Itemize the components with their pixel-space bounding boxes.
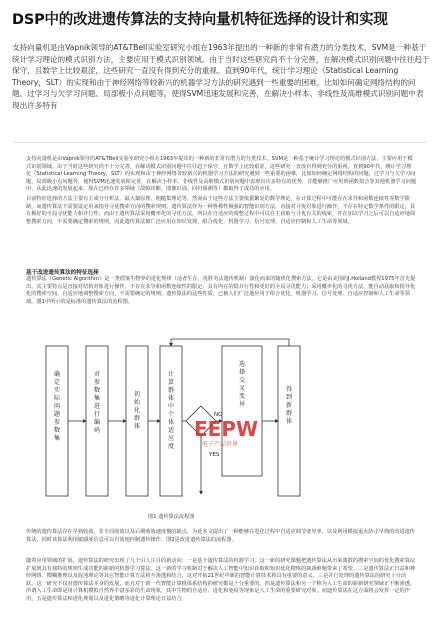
section-divider <box>12 142 428 143</box>
flow-char: 定 <box>53 379 61 386</box>
flow-label-encode <box>94 370 100 434</box>
flow-label-yes: YES <box>209 452 220 458</box>
flow-char: 化 <box>133 407 141 414</box>
flow-char: 计 <box>167 371 175 378</box>
flow-char: 题 <box>53 411 61 418</box>
flow-char: 编 <box>93 419 101 426</box>
flow-char: 异 <box>238 401 246 408</box>
flow-char: 群 <box>285 410 293 417</box>
section-heading: 基于改进遗传算法的特征选择 <box>26 270 99 276</box>
flow-char: 体 <box>133 423 141 430</box>
flow-label-operators <box>239 360 245 408</box>
flow-char: 变 <box>238 393 246 400</box>
flow-char: 问 <box>53 403 61 410</box>
flow-char: 实 <box>53 387 61 394</box>
flow-char: 参 <box>93 379 101 386</box>
flow-label-no: NO <box>214 412 223 418</box>
paragraph-svm-intro: 支持向量机是由Vapnik领导的AT&TBell实验室研究小组在1963年提出的一种新的非常有潜力的分类技术，SVM是一种基于统计学习理论的模式识别方法，主要应用于模式识别领域。由于当时这些研究尚不十分完善，在解决模式识别问题中往往趋于保守，且数学上比较艰涩，这些研究一直没有得到充分的重视。直到90年代，统计学习理论（Statistical Learning Theory，SLT）的实现和由于神经网络等较新兴的机器学习方法的研究遇到一些重要的困难，比如如何确定网络结构的问题、过学习与欠学习问题、局部极小点问题等，使得SVM迅速发展和完善，在解决小样本、非线性及高维模式识别问题中表现出许多特有的优势，并能够推广应用到函数拟合等其他机器学习问题中，从此迅速的发展起来，现在已经在许多领域（故障诊断、图像识别、回归预测等）都取得了成功的应用。 <box>26 156 417 192</box>
flow-char: 体 <box>285 418 293 425</box>
flow-char: 中 <box>167 403 175 410</box>
flow-char: 数 <box>93 387 101 394</box>
flow-char: 交 <box>238 377 246 384</box>
document-page <box>14 146 428 618</box>
paragraph-research-trends: 随着应用领域的扩展，遗传算法的研究出现了几个引人注目的新动向：一是基于遗传算法的机器学习，这一新的研究课题把遗传算法从历来离散的搜索空间的优化搜索算法扩展到具有独特的规则生成功能的崭新的机器学习算法。这一新的学习机制对于解决人工智能中知识获取和知识优化精炼的瓶颈难题带来了希望。二是遗传算法正日益和神经网络、模糊推理以及混沌理论等其它智能计算方法相互渗透和结合，这对开拓21世纪中新的智能计算技术将具有重要的意义。三是并行处理的遗传算法的研究十分活跃。这一研究不仅对遗传算法本身的发展，而且对于新一代智能计算机体系结构的研究都是十分重要的。四是遗传算法和另一个称为人工生命的崭新研究领域正不断渗透。所谓人工生命即是用计算机模拟自然界丰富多彩的生命现象，其中生物的自适应、进化和免疫等现象是人工生命的重要研究对象，而遗传算法在这方面将会发挥一定的作用，五是遗传算法和进化规划以及进化策略等进化计算理论日益结合。 <box>26 558 416 602</box>
figure-caption: 图1 遗传算法流程图 <box>148 514 195 520</box>
flow-char: 群 <box>167 387 175 394</box>
flow-label-init <box>134 390 141 430</box>
flow-char: 度 <box>167 443 175 450</box>
flow-char: 参 <box>53 419 61 426</box>
flow-char: 应 <box>167 435 175 442</box>
flow-char: 算 <box>167 379 175 386</box>
flow-char: 进 <box>93 403 101 410</box>
flow-char: 数 <box>53 427 61 434</box>
flow-char: 始 <box>133 399 141 406</box>
flow-char: 体 <box>167 419 175 426</box>
watermark-text: EEPW <box>194 417 259 441</box>
flow-char: 集 <box>93 395 101 402</box>
article-title: DSP中的改进遗传算法的支持向量机特征选择的设计和实现 <box>12 12 388 28</box>
watermark-subtext: 电子产品世界 <box>202 441 239 448</box>
paragraph-feature-methods: 目前特征选择的方法主要有主成分分析法、最大熵原理、粗糙集理论等。然而由于这些方法主要依据繁复的数学理论，在计算过程中可能存在求导和函数连续性等数学限制，而遗传算法不需要设定用来指导寻优搜索方向的搜索规则。遗传算法作为一种鲁棒性极强的智能识别方法，直接对寻优对象进行操作，不存在特定数学条件的限定，具有极好的全局寻优能力和并行性；而由于遗传算法采用概率化的寻优方法，所以在自适应的调整过程中可以自主获取与寻优有关的线索，并在加以学习之后可以自适应地调整搜索方向，不需要确定搜索的规则。因此遗传算法被广泛应用在知识发现、组合优化、机器学习、信号处理、自适应控制和人工生命等领域。 <box>26 196 416 225</box>
flow-char: 择 <box>238 369 246 376</box>
flow-char: 行 <box>93 411 101 418</box>
flow-label-params <box>54 370 61 442</box>
flow-char: 选 <box>238 361 246 368</box>
flow-char: 得 <box>285 386 293 393</box>
flow-char: 集 <box>53 435 61 442</box>
flow-label-evaluate <box>168 370 174 450</box>
flow-char: 对 <box>93 371 101 378</box>
flow-char: 叉 <box>238 385 246 392</box>
flow-char: 到 <box>285 394 293 401</box>
flow-label-new-population <box>286 385 292 425</box>
flow-char: 确 <box>53 371 61 378</box>
flow-char: 体 <box>167 395 175 402</box>
paragraph-improved-ga: 传统的遗传算法存在早熟收敛、非全局收敛以及后期收敛速度慢的缺点，为此本文提出了一种能够在进化过程中自适应调节变异率，以及利用模拟退火防止早熟的改进遗传算法，同时该算法利用敏感度信息可以有效地控制遗传操作。图2是改进遗传算法的流程图。 <box>26 529 416 543</box>
paragraph-ga-definition: 遗传算法（Genetic Algorithm）是一类借鉴生物界的进化规律（适者生存，优胜劣汰遗传机制）演化而来的随机化搜索方法。它是由美国的J.Holland教授1975年首先提出，其主要特点是直接对结构对象进行操作，不存在求导和函数连续性的限定；具有内在的隐并行性和更好的全局寻优能力；采用概率化的寻优方法，能自动获取和指导优化的搜索空间，自适应地调整搜索方向，不需要确定的规则。遗传算法的这些性质，已被人们广泛地应用于组合优化、机器学习、信号处理、自适应控制和人工生命等领域。图1中所示的是标准的遗传算法的流程图。 <box>26 276 416 305</box>
flow-char: 新 <box>285 402 293 409</box>
abstract-text: 支持向量机是由Vapnik领导的AT&TBell实验室研究小组在1963年提出的一种新的非常有潜力的分类技术，SVM是一种基于统计学习理论的模式识别方法，主要应用于模式识别领域。由于当时这些研究尚不十分完善，在解决模式识别问题中往往趋于保守，且数学上比较艰涩，这些研究一直没有得到充分的重视。直到90年代，统计学习理论（Statistical Learning Theory，SLT）的实现和由于神经网络等较新兴的机器学习方法的研究遇到一些重要的困难，比如如何确定网络结构的问题、过学习与欠学习问题、局部极小点问题等，使得SVM迅速发展和完善，在解决小样本、非线性及高维模式识别问题中表现出许多特有 <box>12 43 430 110</box>
flow-char: 个 <box>167 411 175 418</box>
flow-char: 群 <box>133 415 141 422</box>
flow-char: 际 <box>53 395 61 402</box>
flow-char: 适 <box>167 427 175 434</box>
flow-char: 初 <box>133 391 141 398</box>
watermark-logo <box>194 417 258 448</box>
ga-flowchart <box>44 336 344 508</box>
flow-char: 码 <box>93 427 101 434</box>
